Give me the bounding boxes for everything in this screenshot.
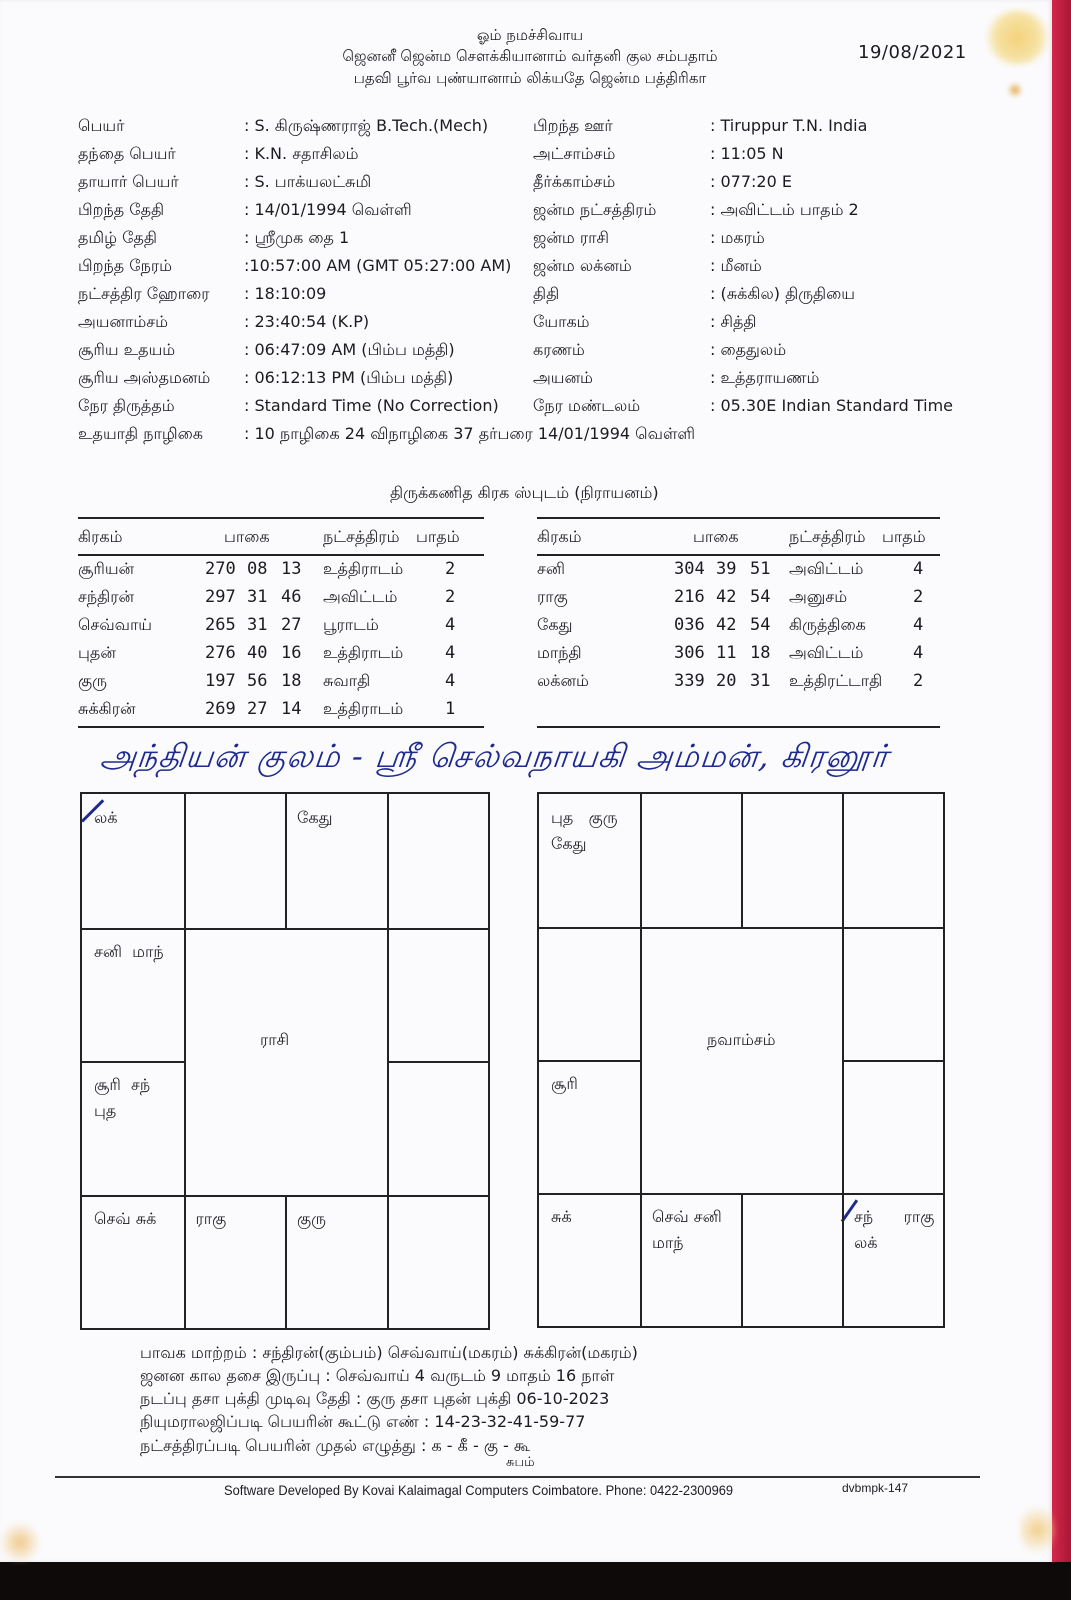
footer-rule — [55, 1476, 980, 1478]
info-label: சூரிய அஸ்தமனம் — [78, 368, 211, 387]
cell-planet: ராகு — [537, 587, 568, 606]
info-value: : 14/01/1994 வெள்ளி — [244, 200, 412, 219]
cell-pada: 2 — [913, 671, 924, 691]
planet-abbreviation: புத — [94, 1101, 117, 1120]
header-invocation: ஓம் நமச்சிவாய — [476, 26, 584, 44]
cell-min: 08 — [247, 559, 268, 579]
info-label: அயனம் — [533, 368, 593, 387]
house-cell-top-1 — [539, 794, 640, 927]
cell-sec: 46 — [281, 587, 302, 607]
cell-min: 42 — [716, 615, 737, 635]
info-label: ஜன்ம நட்சத்திரம் — [533, 200, 657, 219]
closing-word: சுபம் — [506, 1455, 535, 1470]
cell-pada: 2 — [445, 587, 456, 607]
cell-star: அனுசம் — [789, 587, 848, 606]
planet-table-right — [537, 517, 940, 729]
cell-star: கிருத்திகை — [789, 615, 866, 634]
cell-min: 27 — [247, 699, 268, 719]
bhava-change: பாவக மாற்றம் : சந்திரன்(கும்பம்) செவ்வாய்(மகரம்) சுக்கிரன்(மகரம்) — [140, 1343, 638, 1362]
cell-planet: சனி — [537, 559, 565, 578]
info-value: : ஸ்ரீமுக தை 1 — [244, 228, 350, 247]
house-cell-right-3 — [842, 1060, 943, 1193]
header-pada: பாதம் — [882, 527, 926, 546]
cell-sec: 13 — [281, 559, 302, 579]
house-cell-bottom-3 — [285, 1195, 387, 1329]
cell-pada: 2 — [445, 559, 456, 579]
info-value: : K.N. சதாசிலம் — [244, 144, 359, 163]
planet-abbreviation: சுக் — [551, 1207, 572, 1226]
info-value: : (சுக்கில) திருதியை — [710, 284, 856, 303]
cell-pada: 1 — [445, 699, 456, 719]
cell-star: உத்திரட்டாதி — [789, 671, 883, 690]
info-value: : 11:05 N — [710, 144, 784, 163]
house-cell-top-4 — [387, 794, 489, 928]
cell-pada: 4 — [913, 615, 924, 635]
cell-sec: 51 — [750, 559, 771, 579]
info-label: ஜன்ம ராசி — [533, 228, 609, 247]
table-top-rule — [537, 517, 940, 519]
cell-star: சுவாதி — [323, 671, 371, 690]
house-cell-top-3 — [741, 794, 842, 927]
cell-sec: 27 — [281, 615, 302, 635]
stain-mark — [1010, 85, 1020, 95]
handwritten-note: அந்தியன் குலம் - ஸ்ரீ செல்வநாயகி அம்மன், கிரனூர் — [98, 737, 891, 775]
info-label: தாயார் பெயர் — [78, 172, 179, 191]
chart-grid-line — [640, 927, 642, 1193]
info-value: : Tiruppur T.N. India — [710, 116, 868, 135]
cell-planet: சுக்கிரன் — [78, 699, 136, 718]
form-code: dvbmpk-147 — [842, 1481, 909, 1495]
info-label: பிறந்த நேரம் — [78, 256, 173, 275]
stain-mark — [1020, 1500, 1055, 1560]
cell-min: 31 — [247, 587, 268, 607]
cell-min: 56 — [247, 671, 268, 691]
house-cell-top-2 — [184, 794, 286, 928]
planet-abbreviation: செவ் சுக் — [94, 1208, 157, 1228]
house-cell-left-2 — [539, 927, 640, 1060]
house-cell-right-2 — [842, 927, 943, 1060]
header-degree: பாகை — [693, 527, 739, 546]
cell-sec: 18 — [750, 643, 771, 663]
cell-sec: 31 — [750, 671, 771, 691]
header-star: நட்சத்திரம் — [323, 527, 400, 546]
house-cell-bottom-4 — [387, 1195, 489, 1329]
rasi-chart — [80, 792, 490, 1330]
planet-positions-title: திருக்கணித கிரக ஸ்புடம் (நிராயனம்) — [390, 483, 659, 502]
info-label: தீர்க்காம்சம் — [533, 172, 616, 191]
info-label: திதி — [533, 284, 560, 303]
planet-abbreviation: சூரி சந் — [94, 1075, 151, 1094]
info-label: அட்சாம்சம் — [533, 144, 616, 163]
software-credit: Software Developed By Kovai Kalaimagal Computers Coimbatore. Phone: 0422-2300969 — [224, 1482, 734, 1498]
cell-deg: 304 — [674, 559, 705, 579]
info-label: உதயாதி நாழிகை — [78, 424, 203, 443]
house-cell-bottom-1 — [82, 1195, 184, 1329]
house-cell-bottom-4 — [842, 1193, 943, 1326]
header-degree: பாகை — [224, 527, 270, 546]
cell-min: 11 — [716, 643, 737, 663]
cell-pada: 4 — [445, 643, 456, 663]
info-value: : 077:20 E — [710, 172, 792, 191]
cell-min: 31 — [247, 615, 268, 635]
info-label: பிறந்த ஊர் — [533, 116, 613, 135]
cell-star: உத்திராடம் — [323, 559, 404, 578]
planet-abbreviation: ராகு — [195, 1208, 227, 1228]
house-cell-top-1 — [82, 794, 184, 928]
dasa-balance: ஜனன கால தசை இருப்பு : செவ்வாய் 4 வருடம் 9 மாதம் 16 நாள் — [140, 1366, 615, 1385]
info-value: : 10 நாழிகை 24 விநாழிகை 37 தர்பரை 14/01/1994 வெள்ளி — [244, 424, 696, 443]
cell-deg: 265 — [205, 615, 236, 635]
cell-pada: 4 — [913, 559, 924, 579]
info-label: நேர மண்டலம் — [533, 396, 641, 415]
info-label: தமிழ் தேதி — [78, 228, 158, 247]
planet-abbreviation: மாந் — [652, 1233, 684, 1252]
cell-sec: 54 — [750, 615, 771, 635]
print-date: 19/08/2021 — [858, 42, 967, 63]
planet-abbreviation: லக் — [854, 1233, 878, 1252]
cell-deg: 276 — [205, 643, 236, 663]
info-label: அயனாம்சம் — [78, 312, 168, 331]
cell-planet: சந்திரன் — [78, 587, 135, 606]
header-verse-line-1: ஜெனனீ ஜென்ம சௌக்கியானாம் வர்தனி குல சம்பதாம் — [342, 47, 718, 65]
header-verse-line-2: பதவி பூர்வ புண்யானாம் லிக்யதே ஜென்ம பத்திரிகா — [353, 69, 707, 87]
numerology-number: நியுமராலஜிப்படி பெயரின் கூட்டு எண் : 14-23-32-41-59-77 — [140, 1412, 586, 1431]
cell-deg: 339 — [674, 671, 705, 691]
table-header-rule — [537, 554, 940, 556]
house-cell-left-3 — [82, 1061, 184, 1195]
cell-sec: 54 — [750, 587, 771, 607]
cell-pada: 4 — [445, 671, 456, 691]
cell-deg: 216 — [674, 587, 705, 607]
stain-mark — [0, 1520, 40, 1565]
info-value: :10:57:00 AM (GMT 05:27:00 AM) — [244, 256, 512, 275]
name-first-letters: நட்சத்திரப்படி பெயரின் முதல் எழுத்து : க - கீ - கு - கூ — [140, 1436, 530, 1455]
planet-abbreviation: கேது — [297, 808, 333, 827]
info-value: : S. பாக்யலட்சுமி — [244, 172, 372, 191]
table-header-rule — [78, 554, 484, 556]
current-dasa-end: நடப்பு தசா புக்தி முடிவு தேதி : குரு தசா புதன் புக்தி 06-10-2023 — [140, 1389, 610, 1408]
cell-deg: 270 — [205, 559, 236, 579]
info-label: ஜன்ம லக்னம் — [533, 256, 632, 275]
info-label: பிறந்த தேதி — [78, 200, 165, 219]
cell-star: அவிட்டம் — [789, 559, 864, 578]
info-value: : Standard Time (No Correction) — [244, 396, 499, 415]
cell-star: உத்திராடம் — [323, 699, 404, 718]
planet-abbreviation: சனி மாந் — [94, 941, 164, 961]
info-value: : S. கிருஷ்ணராஜ் B.Tech.(Mech) — [244, 116, 489, 135]
planet-table-left — [78, 517, 484, 729]
cell-deg: 036 — [674, 615, 705, 635]
cell-min: 20 — [716, 671, 737, 691]
info-label: கரணம் — [533, 340, 585, 359]
planet-abbreviation: கேது — [551, 834, 587, 853]
info-label: நட்சத்திர ஹோரை — [78, 284, 210, 303]
info-value: : 23:40:54 (K.P) — [244, 312, 370, 331]
cell-min: 42 — [716, 587, 737, 607]
table-bottom-rule — [537, 726, 940, 728]
cell-planet: கேது — [537, 615, 573, 634]
cell-planet: செவ்வாய் — [78, 615, 153, 634]
planet-abbreviation: சூரி — [551, 1074, 578, 1093]
planet-abbreviation: குரு — [297, 1208, 326, 1228]
cell-star: அவிட்டம் — [789, 643, 864, 662]
house-cell-top-4 — [842, 794, 943, 927]
cell-star: பூராடம் — [323, 615, 379, 634]
cell-sec: 14 — [281, 699, 302, 719]
cell-pada: 4 — [913, 643, 924, 663]
table-bottom-rule — [78, 726, 484, 728]
planet-abbreviation: சந் ராகு — [854, 1207, 935, 1226]
info-value: : மகரம் — [710, 228, 765, 247]
cell-sec: 18 — [281, 671, 302, 691]
house-cell-bottom-2 — [184, 1195, 286, 1329]
house-cell-right-2 — [387, 928, 489, 1062]
cell-star: அவிட்டம் — [323, 587, 398, 606]
cell-deg: 269 — [205, 699, 236, 719]
navamsa-chart-title: நவாம்சம் — [707, 1030, 776, 1049]
info-value: : 05.30E Indian Standard Time — [710, 396, 953, 415]
header-planet: கிரகம் — [537, 527, 582, 546]
header-star: நட்சத்திரம் — [789, 527, 866, 546]
cell-planet: புதன் — [78, 643, 116, 662]
planet-abbreviation: லக் — [94, 808, 118, 827]
chart-grid-line — [184, 928, 186, 1195]
planet-abbreviation: புத குரு — [551, 808, 618, 827]
background-surface — [0, 1562, 1071, 1600]
house-cell-bottom-1 — [539, 1193, 640, 1326]
table-top-rule — [78, 517, 484, 519]
cell-planet: மாந்தி — [537, 643, 582, 662]
cell-deg: 197 — [205, 671, 236, 691]
stain-mark — [985, 10, 1050, 65]
cell-min: 39 — [716, 559, 737, 579]
info-value: : தைதுலம் — [710, 340, 787, 359]
header-planet: கிரகம் — [78, 527, 123, 546]
cell-pada: 4 — [445, 615, 456, 635]
house-cell-bottom-2 — [640, 1193, 741, 1326]
info-label: யோகம் — [533, 312, 590, 331]
planet-abbreviation: செவ் சனி — [652, 1207, 722, 1226]
info-value: : அவிட்டம் பாதம் 2 — [710, 200, 859, 219]
house-cell-top-2 — [640, 794, 741, 927]
cell-planet: லக்னம் — [537, 671, 589, 690]
info-value: : மீனம் — [710, 256, 762, 275]
cell-planet: சூரியன் — [78, 559, 135, 578]
cell-pada: 2 — [913, 587, 924, 607]
cell-sec: 16 — [281, 643, 302, 663]
house-cell-right-3 — [387, 1061, 489, 1195]
info-label: நேர திருத்தம் — [78, 396, 175, 415]
house-cell-left-2 — [82, 928, 184, 1062]
house-cell-top-3 — [285, 794, 387, 928]
info-value: : சித்தி — [710, 312, 757, 331]
info-label: சூரிய உதயம் — [78, 340, 176, 359]
info-value: : 06:47:09 AM (பிம்ப மத்தி) — [244, 340, 455, 359]
info-value: : 18:10:09 — [244, 284, 327, 303]
cell-deg: 297 — [205, 587, 236, 607]
house-cell-bottom-3 — [741, 1193, 842, 1326]
info-label: தந்தை பெயர் — [78, 144, 176, 163]
info-value: : உத்தராயணம் — [710, 368, 820, 387]
house-cell-left-3 — [539, 1060, 640, 1193]
info-label: பெயர் — [78, 116, 125, 135]
cell-planet: குரு — [78, 671, 107, 690]
navamsa-chart — [537, 792, 945, 1328]
cell-min: 40 — [247, 643, 268, 663]
cell-star: உத்திராடம் — [323, 643, 404, 662]
header-pada: பாதம் — [416, 527, 460, 546]
cell-deg: 306 — [674, 643, 705, 663]
info-value: : 06:12:13 PM (பிம்ப மத்தி) — [244, 368, 454, 387]
rasi-chart-title: ராசி — [260, 1030, 290, 1049]
